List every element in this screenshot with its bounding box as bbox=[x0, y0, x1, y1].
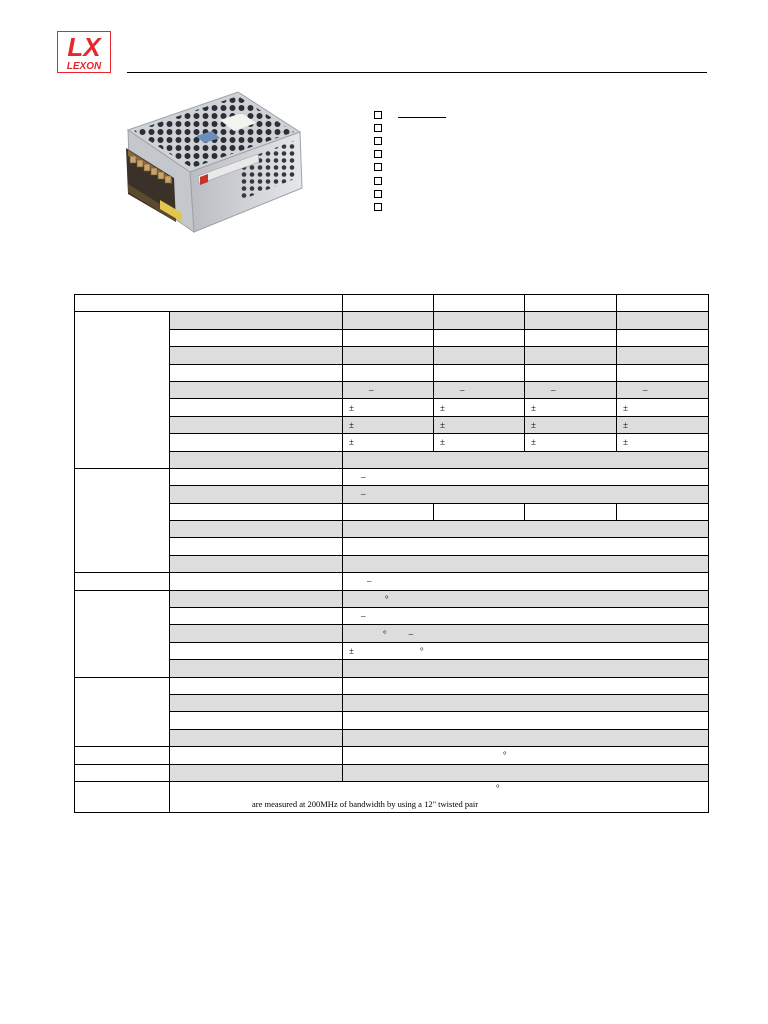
row-label bbox=[170, 503, 343, 520]
table-row bbox=[75, 747, 709, 764]
value-cell bbox=[343, 538, 709, 555]
feature-underline bbox=[398, 117, 446, 118]
checkbox-icon bbox=[374, 150, 382, 158]
header-cell bbox=[617, 295, 709, 312]
table-row bbox=[75, 694, 709, 711]
value-cell: – bbox=[343, 468, 709, 485]
value-cell bbox=[617, 312, 709, 329]
value-cell: – bbox=[434, 381, 525, 398]
feature-item bbox=[374, 200, 382, 213]
table-row bbox=[75, 538, 709, 555]
table-row bbox=[75, 364, 709, 381]
group-cell bbox=[75, 781, 170, 812]
checkbox-icon bbox=[374, 124, 382, 132]
feature-list bbox=[374, 108, 382, 214]
value-cell bbox=[434, 364, 525, 381]
value-cell: ° bbox=[343, 590, 709, 607]
value-cell bbox=[434, 347, 525, 364]
value-cell: ± bbox=[343, 434, 434, 451]
row-label bbox=[170, 712, 343, 729]
spec-table bbox=[74, 294, 709, 813]
table-row bbox=[75, 434, 709, 451]
value-cell bbox=[343, 764, 709, 781]
value-cell: – bbox=[343, 381, 434, 398]
value-cell bbox=[343, 625, 709, 642]
value-cell: ± bbox=[617, 399, 709, 416]
note-row bbox=[75, 781, 709, 812]
plus-minus: ± bbox=[349, 646, 354, 656]
value-cell bbox=[343, 347, 434, 364]
row-label bbox=[170, 625, 343, 642]
table-row bbox=[75, 312, 709, 329]
row-label bbox=[170, 694, 343, 711]
value-cell bbox=[343, 729, 709, 746]
checkbox-icon bbox=[374, 111, 382, 119]
feature-item bbox=[374, 174, 382, 187]
table-row bbox=[75, 503, 709, 520]
row-label bbox=[170, 434, 343, 451]
row-label bbox=[170, 451, 343, 468]
row-label bbox=[170, 747, 343, 764]
value-cell bbox=[434, 329, 525, 346]
row-label bbox=[170, 573, 343, 590]
value-cell bbox=[343, 712, 709, 729]
value-cell bbox=[343, 451, 709, 468]
table-row bbox=[75, 468, 709, 485]
group-cell bbox=[75, 573, 170, 590]
value-cell: ± bbox=[617, 434, 709, 451]
group-cell bbox=[75, 590, 170, 677]
table-row bbox=[75, 677, 709, 694]
value-cell: ± bbox=[525, 434, 617, 451]
value-cell bbox=[343, 312, 434, 329]
table-row bbox=[75, 416, 709, 433]
table-row bbox=[75, 590, 709, 607]
row-label bbox=[170, 590, 343, 607]
row-label bbox=[170, 660, 343, 677]
row-label bbox=[170, 729, 343, 746]
row-label bbox=[170, 329, 343, 346]
table-row bbox=[75, 764, 709, 781]
feature-item bbox=[374, 108, 382, 121]
value-cell: ° bbox=[343, 747, 709, 764]
row-label bbox=[170, 468, 343, 485]
row-label bbox=[170, 608, 343, 625]
row-label bbox=[170, 486, 343, 503]
checkbox-icon bbox=[374, 137, 382, 145]
table-row bbox=[75, 486, 709, 503]
note-cell bbox=[170, 781, 709, 812]
header-cell bbox=[434, 295, 525, 312]
table-row bbox=[75, 521, 709, 538]
value-cell bbox=[617, 503, 709, 520]
value-cell bbox=[617, 329, 709, 346]
row-label bbox=[170, 416, 343, 433]
table-row bbox=[75, 573, 709, 590]
checkbox-icon bbox=[374, 177, 382, 185]
feature-item bbox=[374, 121, 382, 134]
value-cell bbox=[525, 347, 617, 364]
value-cell: ± bbox=[525, 416, 617, 433]
value-cell bbox=[343, 642, 709, 659]
table-row bbox=[75, 625, 709, 642]
value-cell bbox=[343, 660, 709, 677]
group-cell bbox=[75, 468, 170, 572]
value-cell bbox=[617, 364, 709, 381]
row-label bbox=[170, 312, 343, 329]
value-cell bbox=[525, 503, 617, 520]
value-cell bbox=[434, 503, 525, 520]
checkbox-icon bbox=[374, 163, 382, 171]
value-cell: ± bbox=[343, 416, 434, 433]
table-row bbox=[75, 729, 709, 746]
value-cell bbox=[343, 503, 434, 520]
header-cell bbox=[525, 295, 617, 312]
value-cell bbox=[343, 555, 709, 572]
lexon-logo bbox=[57, 31, 111, 73]
value-cell bbox=[343, 677, 709, 694]
feature-item bbox=[374, 161, 382, 174]
table-row bbox=[75, 660, 709, 677]
value-cell bbox=[525, 364, 617, 381]
row-label bbox=[170, 677, 343, 694]
note-text: are measured at 200MHz of bandwidth by using a 12" twisted pair bbox=[252, 798, 479, 809]
checkbox-icon bbox=[374, 203, 382, 211]
value-cell bbox=[617, 347, 709, 364]
product-photo bbox=[120, 80, 310, 263]
group-cell bbox=[75, 677, 170, 747]
row-label bbox=[170, 642, 343, 659]
header-rule bbox=[127, 72, 707, 73]
value-cell: ± bbox=[525, 399, 617, 416]
feature-item bbox=[374, 187, 382, 200]
table-row bbox=[75, 608, 709, 625]
value-cell: – bbox=[343, 486, 709, 503]
table-header-row bbox=[75, 295, 709, 312]
table-row bbox=[75, 555, 709, 572]
value-cell: ± bbox=[434, 399, 525, 416]
table-row bbox=[75, 451, 709, 468]
value-cell: ± bbox=[617, 416, 709, 433]
feature-item bbox=[374, 134, 382, 147]
row-label bbox=[170, 538, 343, 555]
value-cell bbox=[434, 312, 525, 329]
table-row bbox=[75, 712, 709, 729]
value-cell bbox=[343, 329, 434, 346]
table-row bbox=[75, 399, 709, 416]
table-row bbox=[75, 642, 709, 659]
row-label bbox=[170, 364, 343, 381]
value-cell: – bbox=[343, 573, 709, 590]
row-label bbox=[170, 347, 343, 364]
logo-brand-name: LEXON bbox=[66, 61, 102, 72]
value-cell bbox=[343, 521, 709, 538]
group-cell bbox=[75, 747, 170, 764]
row-label bbox=[170, 555, 343, 572]
value-cell bbox=[525, 329, 617, 346]
group-cell bbox=[75, 764, 170, 781]
logo-mark: LX bbox=[67, 32, 101, 62]
value-cell: ± bbox=[434, 416, 525, 433]
checkbox-icon bbox=[374, 190, 382, 198]
feature-item bbox=[374, 148, 382, 161]
header-cell bbox=[75, 295, 343, 312]
row-label bbox=[170, 399, 343, 416]
range-dash: – bbox=[408, 628, 414, 639]
value-cell: – bbox=[525, 381, 617, 398]
row-label bbox=[170, 764, 343, 781]
degree-symbol: ° bbox=[419, 646, 424, 656]
value-cell: ± bbox=[343, 399, 434, 416]
value-cell bbox=[343, 694, 709, 711]
value-cell bbox=[343, 364, 434, 381]
table-row bbox=[75, 329, 709, 346]
value-cell bbox=[525, 312, 617, 329]
header-cell bbox=[343, 295, 434, 312]
group-cell bbox=[75, 312, 170, 469]
row-label bbox=[170, 521, 343, 538]
table-row bbox=[75, 347, 709, 364]
table-row bbox=[75, 381, 709, 398]
value-cell: – bbox=[617, 381, 709, 398]
degree-symbol: ° bbox=[383, 628, 387, 639]
value-cell: ± bbox=[434, 434, 525, 451]
row-label bbox=[170, 381, 343, 398]
degree-symbol: ° bbox=[496, 782, 500, 793]
value-cell: – bbox=[343, 608, 709, 625]
